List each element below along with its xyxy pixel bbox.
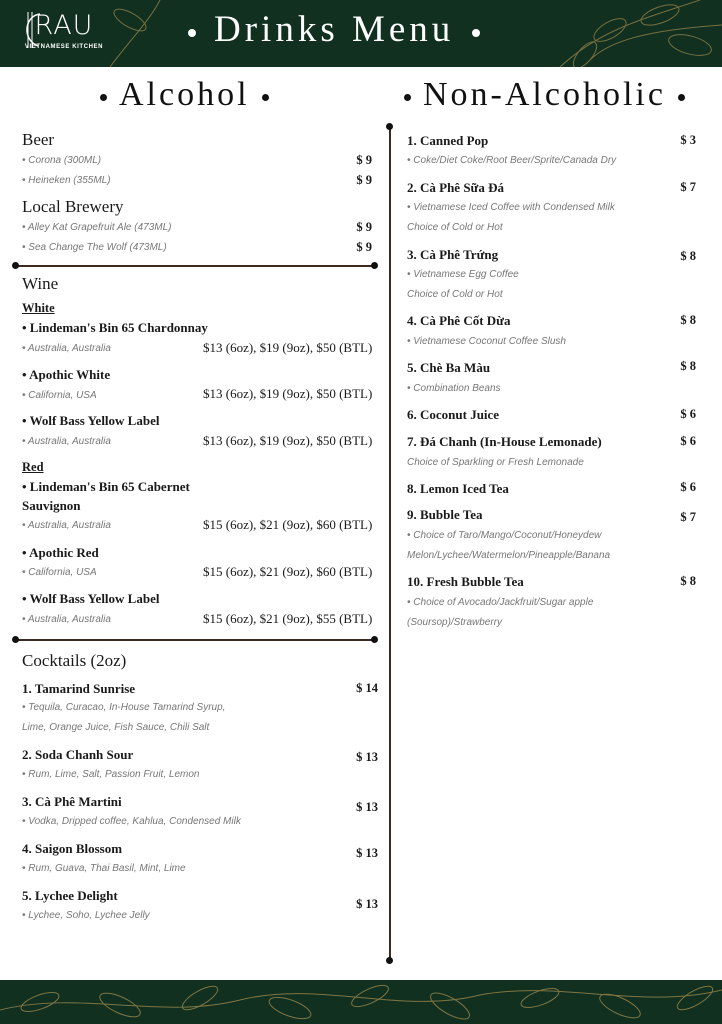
local-brewery-title: Local Brewery	[22, 197, 124, 216]
wine-title: Wine	[22, 274, 59, 293]
cocktail-name: 1. Tamarind Sunrise	[22, 681, 136, 696]
item-price: $ 9	[356, 153, 372, 167]
item-price: $ 6	[680, 434, 696, 448]
section-divider	[16, 265, 374, 267]
page-title	[170, 8, 498, 51]
cocktail-desc: • Rum, Guava, Thai Basil, Mint, Lime	[22, 863, 186, 874]
cocktail-desc: Lime, Orange Juice, Fish Sauce, Chili Salt	[22, 722, 210, 733]
non-alcoholic-heading-text: Non-Alcoholic	[423, 76, 666, 113]
item-price: $ 7	[680, 180, 696, 194]
item-price: $ 13	[356, 800, 378, 814]
drink-name: 3. Cà Phê Trứng	[407, 247, 499, 262]
wine-origin: • California, USA	[22, 567, 97, 578]
drink-desc: • Vietnamese Coconut Coffee Slush	[407, 336, 566, 347]
drink-desc: • Choice of Taro/Mango/Coconut/Honeydew	[407, 530, 602, 541]
drink-desc: • Vietnamese Egg Coffee	[407, 269, 519, 280]
item-price: $ 7	[680, 510, 696, 524]
cocktail-name: 4. Saigon Blossom	[22, 841, 123, 856]
cocktail-desc: • Lychee, Soho, Lychee Jelly	[22, 910, 150, 921]
item-price: $ 6	[680, 480, 696, 494]
wine-name: • Wolf Bass Yellow Label	[22, 591, 160, 606]
cocktail-desc: • Tequila, Curacao, In-House Tamarind Syrup,	[22, 702, 226, 713]
cocktail-name: 3. Cà Phê Martini	[22, 794, 122, 809]
wine-price: $13 (6oz), $19 (9oz), $50 (BTL)	[203, 433, 373, 448]
bullet-dot-icon	[472, 29, 480, 37]
wine-price: $15 (6oz), $21 (9oz), $60 (BTL)	[203, 517, 373, 532]
column-divider	[389, 126, 391, 962]
wine-name-continued: Sauvignon	[22, 498, 81, 513]
drink-desc: (Soursop)/Strawberry	[407, 617, 503, 628]
cocktail-name: 2. Soda Chanh Sour	[22, 747, 134, 762]
item-price: $ 13	[356, 897, 378, 911]
wine-price: $15 (6oz), $21 (9oz), $55 (BTL)	[203, 611, 373, 626]
item-price: $ 8	[680, 313, 696, 327]
logo	[14, 6, 114, 64]
wine-origin: • Australia, Australia	[22, 343, 111, 354]
drink-desc: • Combination Beans	[407, 383, 501, 394]
drink-desc: Melon/Lychee/Watermelon/Pineapple/Banana	[407, 550, 611, 561]
red-wine-label: Red	[22, 460, 44, 474]
menu-item: • Corona (300ML)	[22, 155, 102, 166]
drink-name: 7. Đá Chanh (In-House Lemonade)	[407, 434, 602, 449]
drink-desc: • Vietnamese Iced Coffee with Condensed Milk	[407, 202, 615, 213]
wine-origin: • California, USA	[22, 390, 97, 401]
wine-name: • Apothic White	[22, 367, 111, 382]
item-price: $ 9	[356, 173, 372, 187]
bullet-dot-icon	[100, 94, 107, 101]
wine-origin: • Australia, Australia	[22, 614, 111, 625]
menu-item: • Alley Kat Grapefruit Ale (473ML)	[22, 222, 172, 233]
drink-desc: • Coke/Diet Coke/Root Beer/Sprite/Canada Dry	[407, 155, 617, 166]
beer-title: Beer	[22, 130, 55, 149]
drink-name: 1. Canned Pop	[407, 133, 489, 148]
drink-name: 9. Bubble Tea	[407, 507, 483, 522]
bullet-dot-icon	[404, 94, 411, 101]
alcohol-heading-text: Alcohol	[119, 76, 250, 113]
wine-price: $15 (6oz), $21 (9oz), $60 (BTL)	[203, 564, 373, 579]
logo-emblem-icon	[18, 10, 44, 50]
item-price: $ 13	[356, 750, 378, 764]
menu-item: • Sea Change The Wolf (473ML)	[22, 242, 167, 253]
drink-name: 5. Chè Ba Màu	[407, 360, 491, 375]
wine-origin: • Australia, Australia	[22, 520, 111, 531]
item-price: $ 8	[680, 574, 696, 588]
section-divider	[16, 639, 374, 641]
wine-name: • Lindeman's Bin 65 Chardonnay	[22, 320, 208, 335]
divider-endpoint-icon	[12, 636, 19, 643]
drink-name: 4. Cà Phê Cốt Dừa	[407, 313, 511, 328]
logo-text: RAU	[34, 10, 94, 41]
cocktail-name: 5. Lychee Delight	[22, 888, 118, 903]
item-price: $ 9	[356, 220, 372, 234]
bullet-dot-icon	[262, 94, 269, 101]
header-band	[0, 0, 722, 67]
divider-endpoint-icon	[386, 957, 393, 964]
drink-desc: • Choice of Avocado/Jackfruit/Sugar apple	[407, 597, 594, 608]
divider-endpoint-icon	[386, 123, 393, 130]
divider-endpoint-icon	[371, 636, 378, 643]
wine-name: • Wolf Bass Yellow Label	[22, 413, 160, 428]
cocktail-desc: • Rum, Lime, Salt, Passion Fruit, Lemon	[22, 769, 200, 780]
drink-name: 2. Cà Phê Sữa Đá	[407, 180, 504, 195]
wine-price: $13 (6oz), $19 (9oz), $50 (BTL)	[203, 386, 373, 401]
page-title-text: Drinks Menu	[214, 9, 455, 50]
alcohol-heading	[88, 76, 281, 114]
wine-origin: • Australia, Australia	[22, 436, 111, 447]
drink-desc: Choice of Sparkling or Fresh Lemonade	[407, 457, 584, 468]
drink-name: 8. Lemon Iced Tea	[407, 481, 509, 496]
leaf-decoration-icon	[0, 980, 722, 1024]
non-alcoholic-heading	[392, 76, 697, 114]
item-price: $ 9	[356, 240, 372, 254]
white-wine-label: White	[22, 301, 55, 315]
item-price: $ 6	[680, 407, 696, 421]
item-price: $ 13	[356, 846, 378, 860]
item-price: $ 14	[356, 681, 378, 695]
item-price: $ 8	[680, 249, 696, 263]
logo-subtitle: VIETNAMESE KITCHEN	[24, 44, 104, 50]
drink-name: 10. Fresh Bubble Tea	[407, 574, 524, 589]
item-price: $ 8	[680, 359, 696, 373]
bullet-dot-icon	[678, 94, 685, 101]
wine-price: $13 (6oz), $19 (9oz), $50 (BTL)	[203, 340, 373, 355]
drink-name: 6. Coconut Juice	[407, 407, 500, 422]
cocktail-desc: • Vodka, Dripped coffee, Kahlua, Condensed Milk	[22, 816, 241, 827]
footer-band	[0, 980, 722, 1024]
drink-desc: Choice of Cold or Hot	[407, 222, 503, 233]
bullet-dot-icon	[188, 29, 196, 37]
item-price: $ 3	[680, 133, 696, 147]
divider-endpoint-icon	[371, 262, 378, 269]
divider-endpoint-icon	[12, 262, 19, 269]
wine-name: • Apothic Red	[22, 545, 99, 560]
cocktails-title: Cocktails (2oz)	[22, 651, 127, 670]
drink-desc: Choice of Cold or Hot	[407, 289, 503, 300]
menu-item: • Heineken (355ML)	[22, 175, 111, 186]
wine-name: • Lindeman's Bin 65 Cabernet	[22, 479, 190, 494]
